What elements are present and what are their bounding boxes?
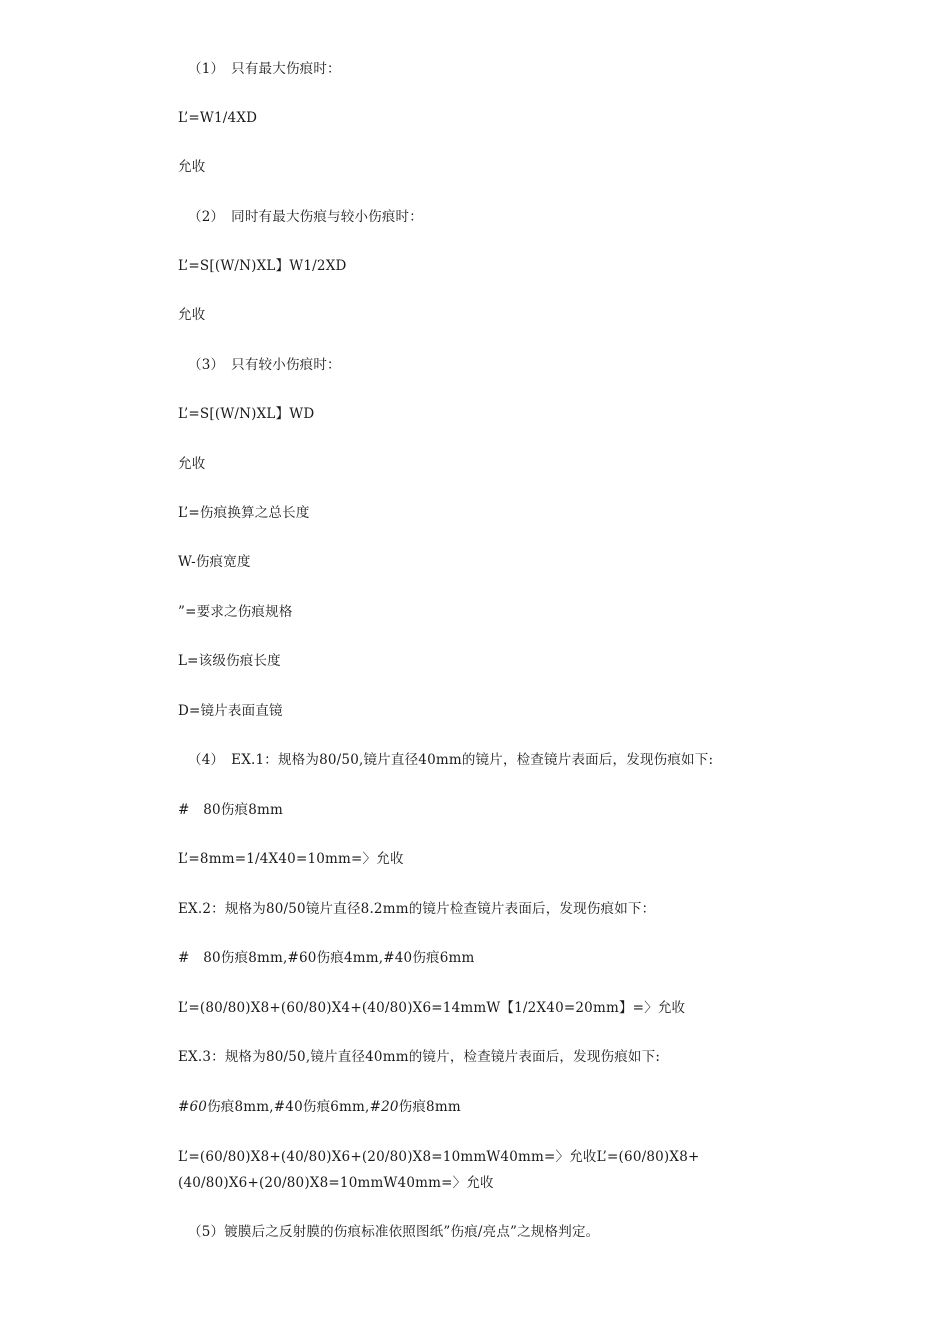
example-3-calculation: L’=(60/80)X8+(40/80)X6+(20/80)X8=10mmW40mm=〉允收L’=(60/80)X8+(40/80)X6+(20/80)X8=10mmW40mm=〉允收 <box>178 1149 700 1191</box>
example-2-description: EX.2：规格为80/50镜片直径8.2mm的镜片检查镜片表面后，发现伤痕如下： <box>178 901 656 917</box>
clause-5-coating: （5）镀膜后之反射膜的伤痕标准依照图纸”伤痕/亮点”之规格判定。 <box>188 1224 600 1240</box>
definition-l-prime: L’=伤痕换算之总长度 <box>178 505 310 521</box>
verdict-1: 允收 <box>178 159 206 175</box>
example-2-calculation: L’=(80/80)X8+(60/80)X4+(40/80)X6=14mmW【1/2X40=20mm】=〉允收 <box>178 1000 686 1016</box>
example-1-scratches: # 80伤痕8mm <box>178 802 283 818</box>
example-1-calculation: L’=8mm=1/4X40=10mm=〉允收 <box>178 851 404 867</box>
verdict-3: 允收 <box>178 456 206 472</box>
formula-3: L’=S[(W/N)XL】WD <box>178 406 315 422</box>
scratch-detail: 伤痕8mm,#40伤痕6mm, <box>207 1099 370 1115</box>
scratch-grade-60: #60 <box>178 1099 208 1115</box>
example-3-description: EX.3：规格为80/50,镜片直径40mm的镜片，检查镜片表面后，发现伤痕如下: <box>178 1049 661 1065</box>
definition-w: W-伤痕宽度 <box>178 554 251 570</box>
clause-1-heading: （1） 只有最大伤痕时： <box>188 61 341 77</box>
clause-2-heading: （2） 同时有最大伤痕与较小伤痕时： <box>188 209 423 225</box>
definition-d: D=镜片表面直镜 <box>178 703 283 719</box>
scratch-length: 伤痕8mm <box>398 1099 461 1115</box>
verdict-2: 允收 <box>178 307 206 323</box>
clause-3-heading: （3） 只有较小伤痕时： <box>188 357 341 373</box>
definition-l: L=该级伤痕长度 <box>178 653 281 669</box>
formula-2: L’=S[(W/N)XL】W1/2XD <box>178 258 347 274</box>
clause-4-example-1: （4） EX.1：规格为80/50,镜片直径40mm的镜片，检查镜片表面后，发现伤痕如下: <box>188 752 714 768</box>
scratch-grade-20: #20 <box>369 1099 399 1115</box>
example-2-scratches: # 80伤痕8mm,#60伤痕4mm,#40伤痕6mm <box>178 950 475 966</box>
definition-spec: ”=要求之伤痕规格 <box>178 604 293 620</box>
formula-1: L’=W1/4XD <box>178 110 258 126</box>
example-3-scratches <box>178 1094 910 1120</box>
